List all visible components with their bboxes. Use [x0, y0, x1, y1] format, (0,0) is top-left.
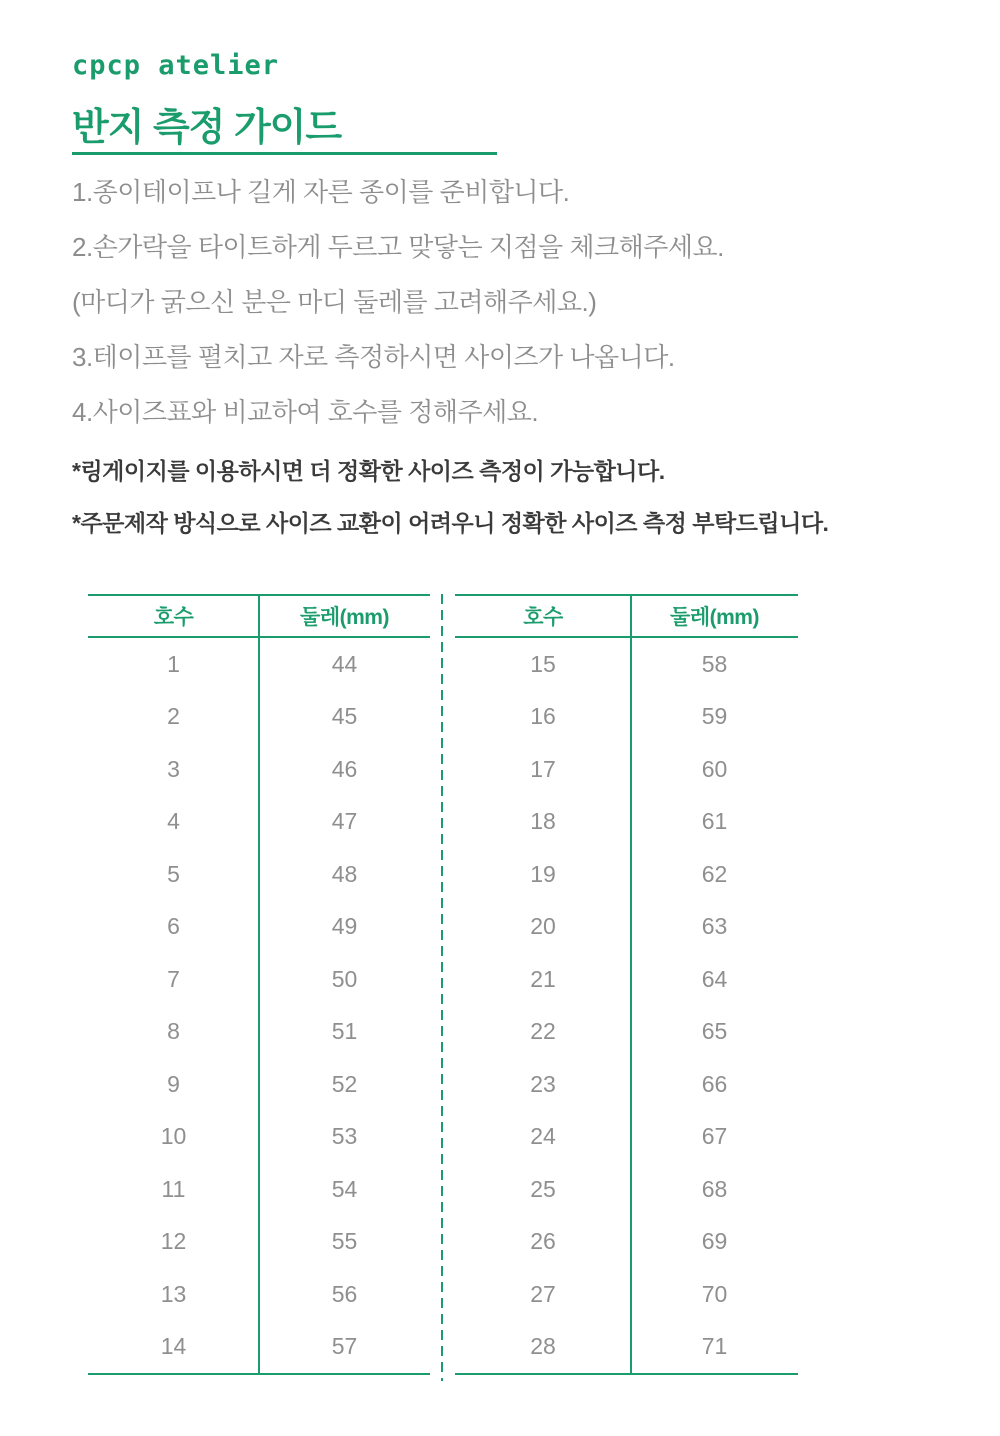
circumference-cell: 67 [701, 1123, 728, 1150]
size-cell: 3 [167, 755, 180, 782]
size-cell: 10 [160, 1123, 187, 1150]
size-cell: 11 [161, 1175, 186, 1202]
size-cell: 2 [167, 703, 180, 730]
size-cell: 25 [530, 1175, 556, 1202]
size-cell: 9 [167, 1070, 180, 1097]
table-row [455, 691, 798, 744]
header-circumference: 둘레(mm) [670, 606, 759, 629]
circumference-cell: 70 [701, 1280, 728, 1307]
size-table-right [455, 594, 798, 1375]
table-row [455, 1163, 798, 1216]
note-ring-gauge: *링게이지를 이용하시면 더 정확한 사이즈 측정이 가능합니다. [72, 458, 665, 484]
size-cell: 5 [167, 860, 180, 887]
size-cell: 23 [530, 1070, 556, 1097]
circumference-cell: 44 [331, 650, 358, 677]
table-row [455, 1216, 798, 1269]
circumference-cell: 54 [331, 1175, 358, 1202]
size-cell: 8 [167, 1018, 180, 1045]
table-header-row [455, 596, 798, 638]
brand-logo: cpcp atelier [72, 50, 280, 81]
circumference-cell: 47 [331, 808, 358, 835]
circumference-cell: 45 [331, 703, 358, 730]
circumference-cell: 57 [331, 1333, 358, 1360]
circumference-cell: 69 [701, 1228, 728, 1255]
header-size: 호수 [523, 606, 563, 629]
instruction-step-4: 4.사이즈표와 비교하여 호수를 정해주세요. [72, 397, 539, 427]
table-row [455, 1268, 798, 1321]
size-cell: 28 [530, 1333, 556, 1360]
size-cell: 27 [530, 1280, 556, 1307]
circumference-cell: 55 [331, 1228, 358, 1255]
table-row [455, 953, 798, 1006]
size-cell: 15 [530, 650, 556, 677]
circumference-cell: 62 [701, 860, 728, 887]
instruction-step-1: 1.종이테이프나 길게 자른 종이를 준비합니다. [72, 177, 570, 207]
size-cell: 14 [160, 1333, 187, 1360]
notes-list [72, 445, 992, 549]
size-cell: 7 [167, 965, 180, 992]
circumference-cell: 60 [701, 755, 728, 782]
note-custom-order: *주문제작 방식으로 사이즈 교환이 어려우니 정확한 사이즈 측정 부탁드립니다. [72, 510, 829, 536]
size-cell: 1 [167, 650, 180, 677]
table-column-divider [258, 596, 260, 1373]
size-cell: 22 [530, 1018, 556, 1045]
header-size: 호수 [153, 606, 194, 629]
table-row [455, 1006, 798, 1059]
size-cell: 20 [530, 913, 556, 940]
size-cell: 6 [167, 913, 180, 940]
circumference-cell: 68 [701, 1175, 728, 1202]
size-cell: 17 [530, 755, 556, 782]
page-title: 반지 측정 가이드 [72, 107, 342, 149]
table-row [455, 901, 798, 954]
size-cell: 26 [530, 1228, 556, 1255]
size-cell: 16 [530, 703, 556, 730]
table-gap [430, 594, 455, 1375]
size-cell: 19 [530, 860, 556, 887]
size-cell: 18 [530, 808, 556, 835]
size-cell: 4 [167, 808, 180, 835]
instruction-step-2: 2.손가락을 타이트하게 두르고 맞닿는 지점을 체크해주세요. [72, 232, 724, 262]
table-row [455, 796, 798, 849]
table-row [455, 1058, 798, 1111]
circumference-cell: 49 [331, 913, 358, 940]
size-table-left [88, 594, 430, 1375]
tables-dashed-divider [441, 594, 443, 1381]
instruction-step-2-note: (마디가 굵으신 분은 마디 둘레를 고려해주세요.) [72, 287, 597, 317]
circumference-cell: 48 [331, 860, 358, 887]
table-row [455, 743, 798, 796]
table-body [455, 638, 798, 1373]
circumference-cell: 64 [701, 965, 728, 992]
circumference-cell: 58 [701, 650, 728, 677]
circumference-cell: 66 [701, 1070, 728, 1097]
circumference-cell: 53 [331, 1123, 358, 1150]
circumference-cell: 46 [331, 755, 358, 782]
table-column-divider [630, 596, 632, 1373]
table-row [455, 848, 798, 901]
table-row [455, 1111, 798, 1164]
size-tables [88, 594, 798, 1375]
circumference-cell: 65 [701, 1018, 728, 1045]
circumference-cell: 63 [701, 913, 728, 940]
header-circumference: 둘레(mm) [300, 606, 389, 629]
title-underline [72, 152, 497, 155]
size-cell: 24 [530, 1123, 556, 1150]
circumference-cell: 51 [331, 1018, 358, 1045]
size-cell: 12 [160, 1228, 187, 1255]
circumference-cell: 56 [331, 1280, 358, 1307]
table-row [455, 1321, 798, 1374]
instructions-list [72, 165, 972, 440]
circumference-cell: 52 [331, 1070, 358, 1097]
circumference-cell: 61 [701, 808, 728, 835]
size-cell: 21 [530, 965, 556, 992]
instruction-step-3: 3.테이프를 펼치고 자로 측정하시면 사이즈가 나옵니다. [72, 342, 675, 372]
circumference-cell: 71 [701, 1333, 728, 1360]
circumference-cell: 59 [701, 703, 728, 730]
size-cell: 13 [160, 1280, 187, 1307]
circumference-cell: 50 [331, 965, 358, 992]
table-row [455, 638, 798, 691]
